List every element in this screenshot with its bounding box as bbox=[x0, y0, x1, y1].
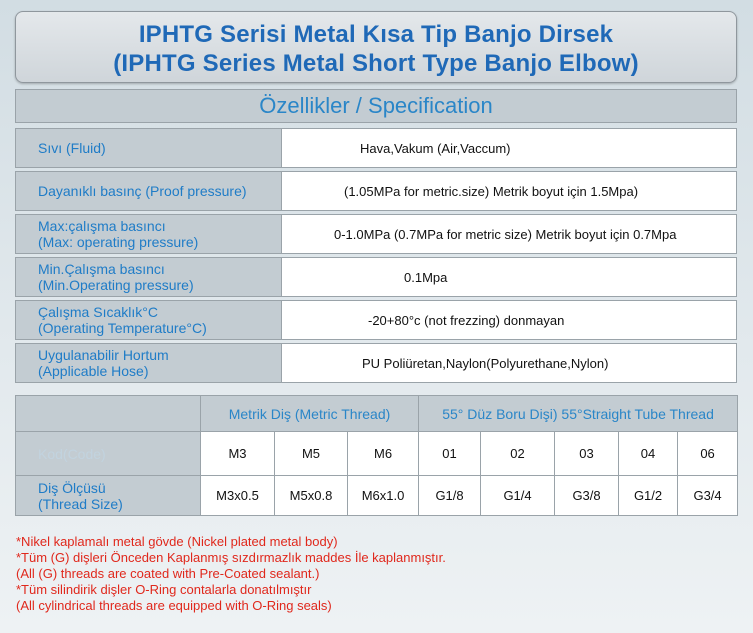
spec-label-line: Çalışma Sıcaklık°C bbox=[38, 304, 158, 320]
size-cell: M5x0.8 bbox=[275, 476, 348, 516]
code-cell: 06 bbox=[678, 432, 738, 476]
note-line: (All cylindrical threads are equipped with O-Ring seals) bbox=[16, 598, 332, 613]
size-cell: G3/8 bbox=[555, 476, 619, 516]
thread-table bbox=[15, 395, 738, 516]
note-line: *Tüm silindirik dişler O-Ring contalarla donatılmıştır bbox=[16, 582, 312, 597]
spec-value: -20+80°c (not frezzing) donmayan bbox=[368, 312, 565, 328]
size-cell: G1/2 bbox=[619, 476, 678, 516]
spec-label bbox=[16, 172, 282, 210]
straight-thread-header: 55° Düz Boru Dişi) 55°Straight Tube Thread bbox=[419, 396, 738, 432]
title-banner bbox=[15, 11, 737, 83]
spec-label-line: Min.Çalışma basıncı bbox=[38, 261, 165, 277]
size-label-line: Diş Ölçüsü bbox=[38, 479, 106, 496]
code-cell: M6 bbox=[348, 432, 419, 476]
spec-value: 0-1.0MPa (0.7MPa for metric size) Metrik boyut için 0.7Mpa bbox=[334, 226, 677, 242]
spec-label-line: Max:çalışma basıncı bbox=[38, 218, 166, 234]
spec-header: Özellikler / Specification bbox=[15, 89, 737, 123]
size-label-line: (Thread Size) bbox=[38, 495, 123, 512]
note-line: *Nikel kaplamalı metal gövde (Nickel plated metal body) bbox=[16, 534, 338, 549]
size-cell: G3/4 bbox=[678, 476, 738, 516]
code-cell: 04 bbox=[619, 432, 678, 476]
code-cell: 03 bbox=[555, 432, 619, 476]
spec-label bbox=[16, 215, 282, 253]
note-line: *Tüm (G) dişleri Önceden Kaplanmış sızdırmazlık maddes İle kaplanmıştır. bbox=[16, 550, 446, 565]
metric-thread-header: Metrik Diş (Metric Thread) bbox=[201, 396, 419, 432]
spec-value: PU Poliüretan,Naylon(Polyurethane,Nylon) bbox=[362, 355, 609, 371]
spec-row-applicable-hose bbox=[15, 343, 737, 383]
spec-label-line: (Max: operating pressure) bbox=[38, 234, 199, 250]
spec-label-line: (Min.Operating pressure) bbox=[38, 277, 194, 293]
code-cell: M3 bbox=[201, 432, 275, 476]
code-row bbox=[16, 432, 738, 476]
spec-row-proof-pressure bbox=[15, 171, 737, 211]
spec-label-line: Uygulanabilir Hortum bbox=[38, 347, 169, 363]
notes bbox=[16, 534, 736, 614]
size-cell: M3x0.5 bbox=[201, 476, 275, 516]
code-cell: 02 bbox=[481, 432, 555, 476]
spec-label-line: Dayanıklı basınç (Proof pressure) bbox=[38, 183, 247, 199]
title-english: (IPHTG Series Metal Short Type Banjo Elbow) bbox=[113, 50, 639, 77]
spec-row-fluid bbox=[15, 128, 737, 168]
spec-label bbox=[16, 301, 282, 339]
spec-row-max-pressure bbox=[15, 214, 737, 254]
title-turkish: IPHTG Serisi Metal Kısa Tip Banjo Dirsek bbox=[138, 21, 614, 48]
spec-label-line: Sıvı (Fluid) bbox=[38, 140, 106, 156]
size-row bbox=[16, 476, 738, 516]
size-cell: G1/4 bbox=[481, 476, 555, 516]
spec-label bbox=[16, 344, 282, 382]
spec-value: (1.05MPa for metric.size) Metrik boyut için 1.5Mpa) bbox=[344, 183, 639, 199]
size-label bbox=[16, 476, 201, 516]
spec-row-min-pressure bbox=[15, 257, 737, 297]
spec-label bbox=[16, 129, 282, 167]
size-cell: M6x1.0 bbox=[348, 476, 419, 516]
code-cell: M5 bbox=[275, 432, 348, 476]
note-line: (All (G) threads are coated with Pre-Coated sealant.) bbox=[16, 566, 320, 581]
spec-row-temperature bbox=[15, 300, 737, 340]
spec-label-line: (Applicable Hose) bbox=[38, 363, 149, 379]
thread-corner-cell bbox=[16, 396, 201, 432]
spec-value: 0.1Mpa bbox=[404, 269, 448, 285]
code-label-text: Kod(Code) bbox=[38, 445, 106, 462]
code-cell: 01 bbox=[419, 432, 481, 476]
spec-value: Hava,Vakum (Air,Vaccum) bbox=[360, 140, 511, 156]
code-label bbox=[16, 432, 201, 476]
thread-header-row bbox=[16, 396, 738, 432]
spec-label bbox=[16, 258, 282, 296]
size-cell: G1/8 bbox=[419, 476, 481, 516]
spec-label-line: (Operating Temperature°C) bbox=[38, 320, 207, 336]
